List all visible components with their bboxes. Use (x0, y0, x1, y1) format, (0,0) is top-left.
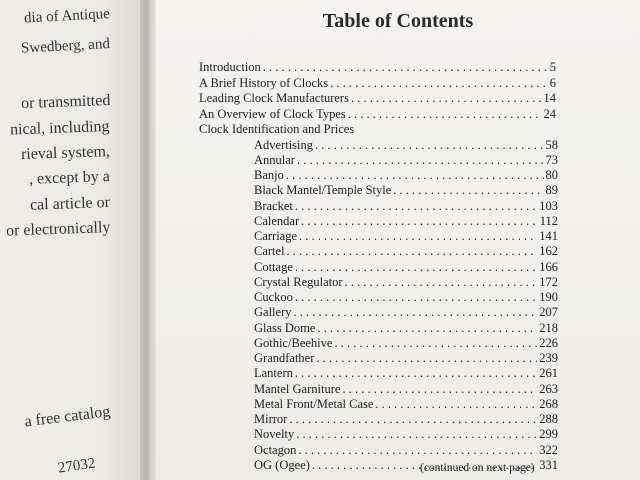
toc-entry-page: 162 (539, 244, 558, 259)
page-title: Table of Contents (322, 10, 474, 32)
toc-entry-page: 141 (539, 229, 558, 243)
toc-entry-label: Cottage (254, 259, 293, 274)
toc-entry (254, 336, 558, 350)
toc-entry (254, 366, 558, 380)
toc-entry (254, 427, 558, 441)
toc-entry (199, 107, 556, 121)
toc-entry (254, 290, 558, 304)
toc-entry (254, 412, 558, 426)
toc-entry-page: 322 (539, 442, 558, 457)
toc-entry-label: Cuckoo (254, 290, 293, 304)
toc-entry-label: Gothic/Beehive (254, 335, 333, 350)
dot-leader (299, 229, 537, 243)
dot-leader (316, 351, 537, 365)
left-text-line: or transmitted (20, 92, 111, 113)
toc-entry-label: Glass Dome (254, 320, 316, 335)
toc-entry (254, 214, 558, 228)
toc-entry-page: 331 (539, 457, 558, 472)
continued-note: (continued on next page) (420, 462, 535, 474)
toc-entry-page: 73 (545, 152, 558, 167)
toc-entry-page: 112 (539, 213, 558, 228)
dot-leader (342, 382, 537, 396)
dot-leader (263, 60, 548, 74)
toc-entry-label: Novelty (254, 427, 295, 442)
toc-entry-page: 58 (545, 137, 558, 152)
toc-entry-page: 261 (539, 366, 558, 381)
toc-entry-label: Cartel (254, 244, 285, 259)
toc-entry-page: 172 (539, 274, 558, 289)
toc-entry-label: Bracket (254, 198, 293, 213)
toc-entry (254, 260, 558, 274)
left-page (0, 0, 142, 480)
toc-entry-label: OG (Ogee) (254, 457, 310, 472)
toc-entry (254, 305, 558, 319)
toc-entry-page: 89 (545, 183, 558, 198)
dot-leader (295, 260, 537, 274)
toc-entry-page: 218 (539, 320, 558, 335)
toc-entry (254, 397, 558, 411)
toc-entry-page: 103 (539, 198, 558, 213)
toc-entry (254, 275, 558, 289)
toc-entry-page: 226 (539, 335, 558, 350)
toc-entry (254, 183, 558, 197)
dot-leader (286, 168, 544, 182)
left-text-line: or electronically (5, 219, 111, 240)
left-text-line: cal article or (29, 194, 111, 214)
dot-leader (351, 91, 542, 105)
dot-leader (289, 412, 537, 426)
left-text-line: Swedberg, and (20, 36, 111, 57)
toc-entry-page: 190 (539, 290, 558, 304)
toc-entry (199, 91, 556, 105)
dot-leader (348, 107, 542, 121)
toc-entry (254, 321, 558, 335)
toc-entry-page: 299 (539, 427, 558, 442)
toc-entry-label: Carriage (254, 229, 298, 243)
toc-entry-page: 288 (539, 412, 558, 426)
dot-leader (301, 214, 538, 228)
dot-leader (375, 397, 537, 411)
toc-entry-page: 14 (543, 91, 556, 105)
toc-entry-label: Black Mantel/Temple Style (254, 183, 392, 198)
right-page (156, 0, 640, 480)
left-text-line: , except by a (28, 168, 111, 188)
dot-leader (287, 244, 538, 258)
toc-entry (254, 138, 558, 152)
left-text-line: rieval system, (20, 143, 111, 164)
toc-entry-label: Metal Front/Metal Case (254, 396, 374, 411)
toc-entry-label: Mirror (254, 412, 288, 426)
toc-entry-label: Leading Clock Manufacturers (199, 91, 349, 105)
left-text-line: a free catalog (23, 403, 111, 431)
dot-leader (317, 321, 537, 335)
toc-entry-label: Lantern (254, 366, 293, 381)
toc-entry-label: Calendar (254, 213, 300, 228)
toc-entry (199, 60, 556, 74)
toc-entry (254, 351, 558, 365)
toc-entry-label: Advertising (254, 137, 314, 152)
dot-leader (330, 76, 548, 90)
toc-entry-label: Annular (254, 152, 295, 167)
toc-entry-page: 80 (545, 168, 558, 182)
toc-entry (254, 153, 558, 167)
toc-entry (254, 382, 558, 396)
toc-entry-page: 24 (543, 106, 556, 121)
dot-leader (298, 443, 537, 457)
dot-leader (295, 199, 537, 213)
toc-entry-label: Banjo (254, 168, 284, 182)
toc-entry-page: 239 (539, 351, 558, 365)
toc-entry (199, 76, 556, 90)
dot-leader (296, 427, 537, 441)
toc-entry (254, 168, 558, 182)
toc-entry-label: A Brief History of Clocks (199, 75, 329, 90)
dot-leader (295, 290, 537, 304)
dot-leader (315, 138, 543, 152)
section-heading: Clock Identification and Prices (199, 122, 355, 136)
toc-entry-page: 263 (539, 381, 558, 396)
left-text-line: dia of Antique (23, 6, 111, 27)
toc-entry-page: 5 (549, 60, 556, 74)
toc-entry-page: 6 (549, 75, 556, 90)
toc-entry-page: 166 (539, 259, 558, 274)
toc-entry (254, 244, 558, 258)
toc-entry-label: An Overview of Clock Types (199, 106, 346, 121)
toc-entry (254, 199, 558, 213)
dot-leader (295, 366, 537, 380)
dot-leader (293, 305, 537, 319)
toc-entry-label: Introduction (199, 60, 261, 74)
toc-entry (254, 443, 558, 457)
dot-leader (334, 336, 537, 350)
toc-entry-label: Mantel Garniture (254, 381, 341, 396)
dot-leader (393, 183, 543, 197)
toc-entry-page: 268 (539, 396, 558, 411)
dot-leader (345, 275, 538, 289)
toc-entry (254, 229, 558, 243)
toc-entry-label: Crystal Regulator (254, 274, 343, 289)
left-text-line: 27032 (56, 455, 97, 477)
toc-entry-page: 207 (539, 305, 558, 320)
toc-entry-label: Octagon (254, 442, 297, 457)
toc-entry-label: Grandfather (254, 351, 315, 365)
left-text-line: nical, including (10, 118, 111, 139)
dot-leader (297, 153, 544, 167)
toc-entry-label: Gallery (254, 305, 292, 320)
